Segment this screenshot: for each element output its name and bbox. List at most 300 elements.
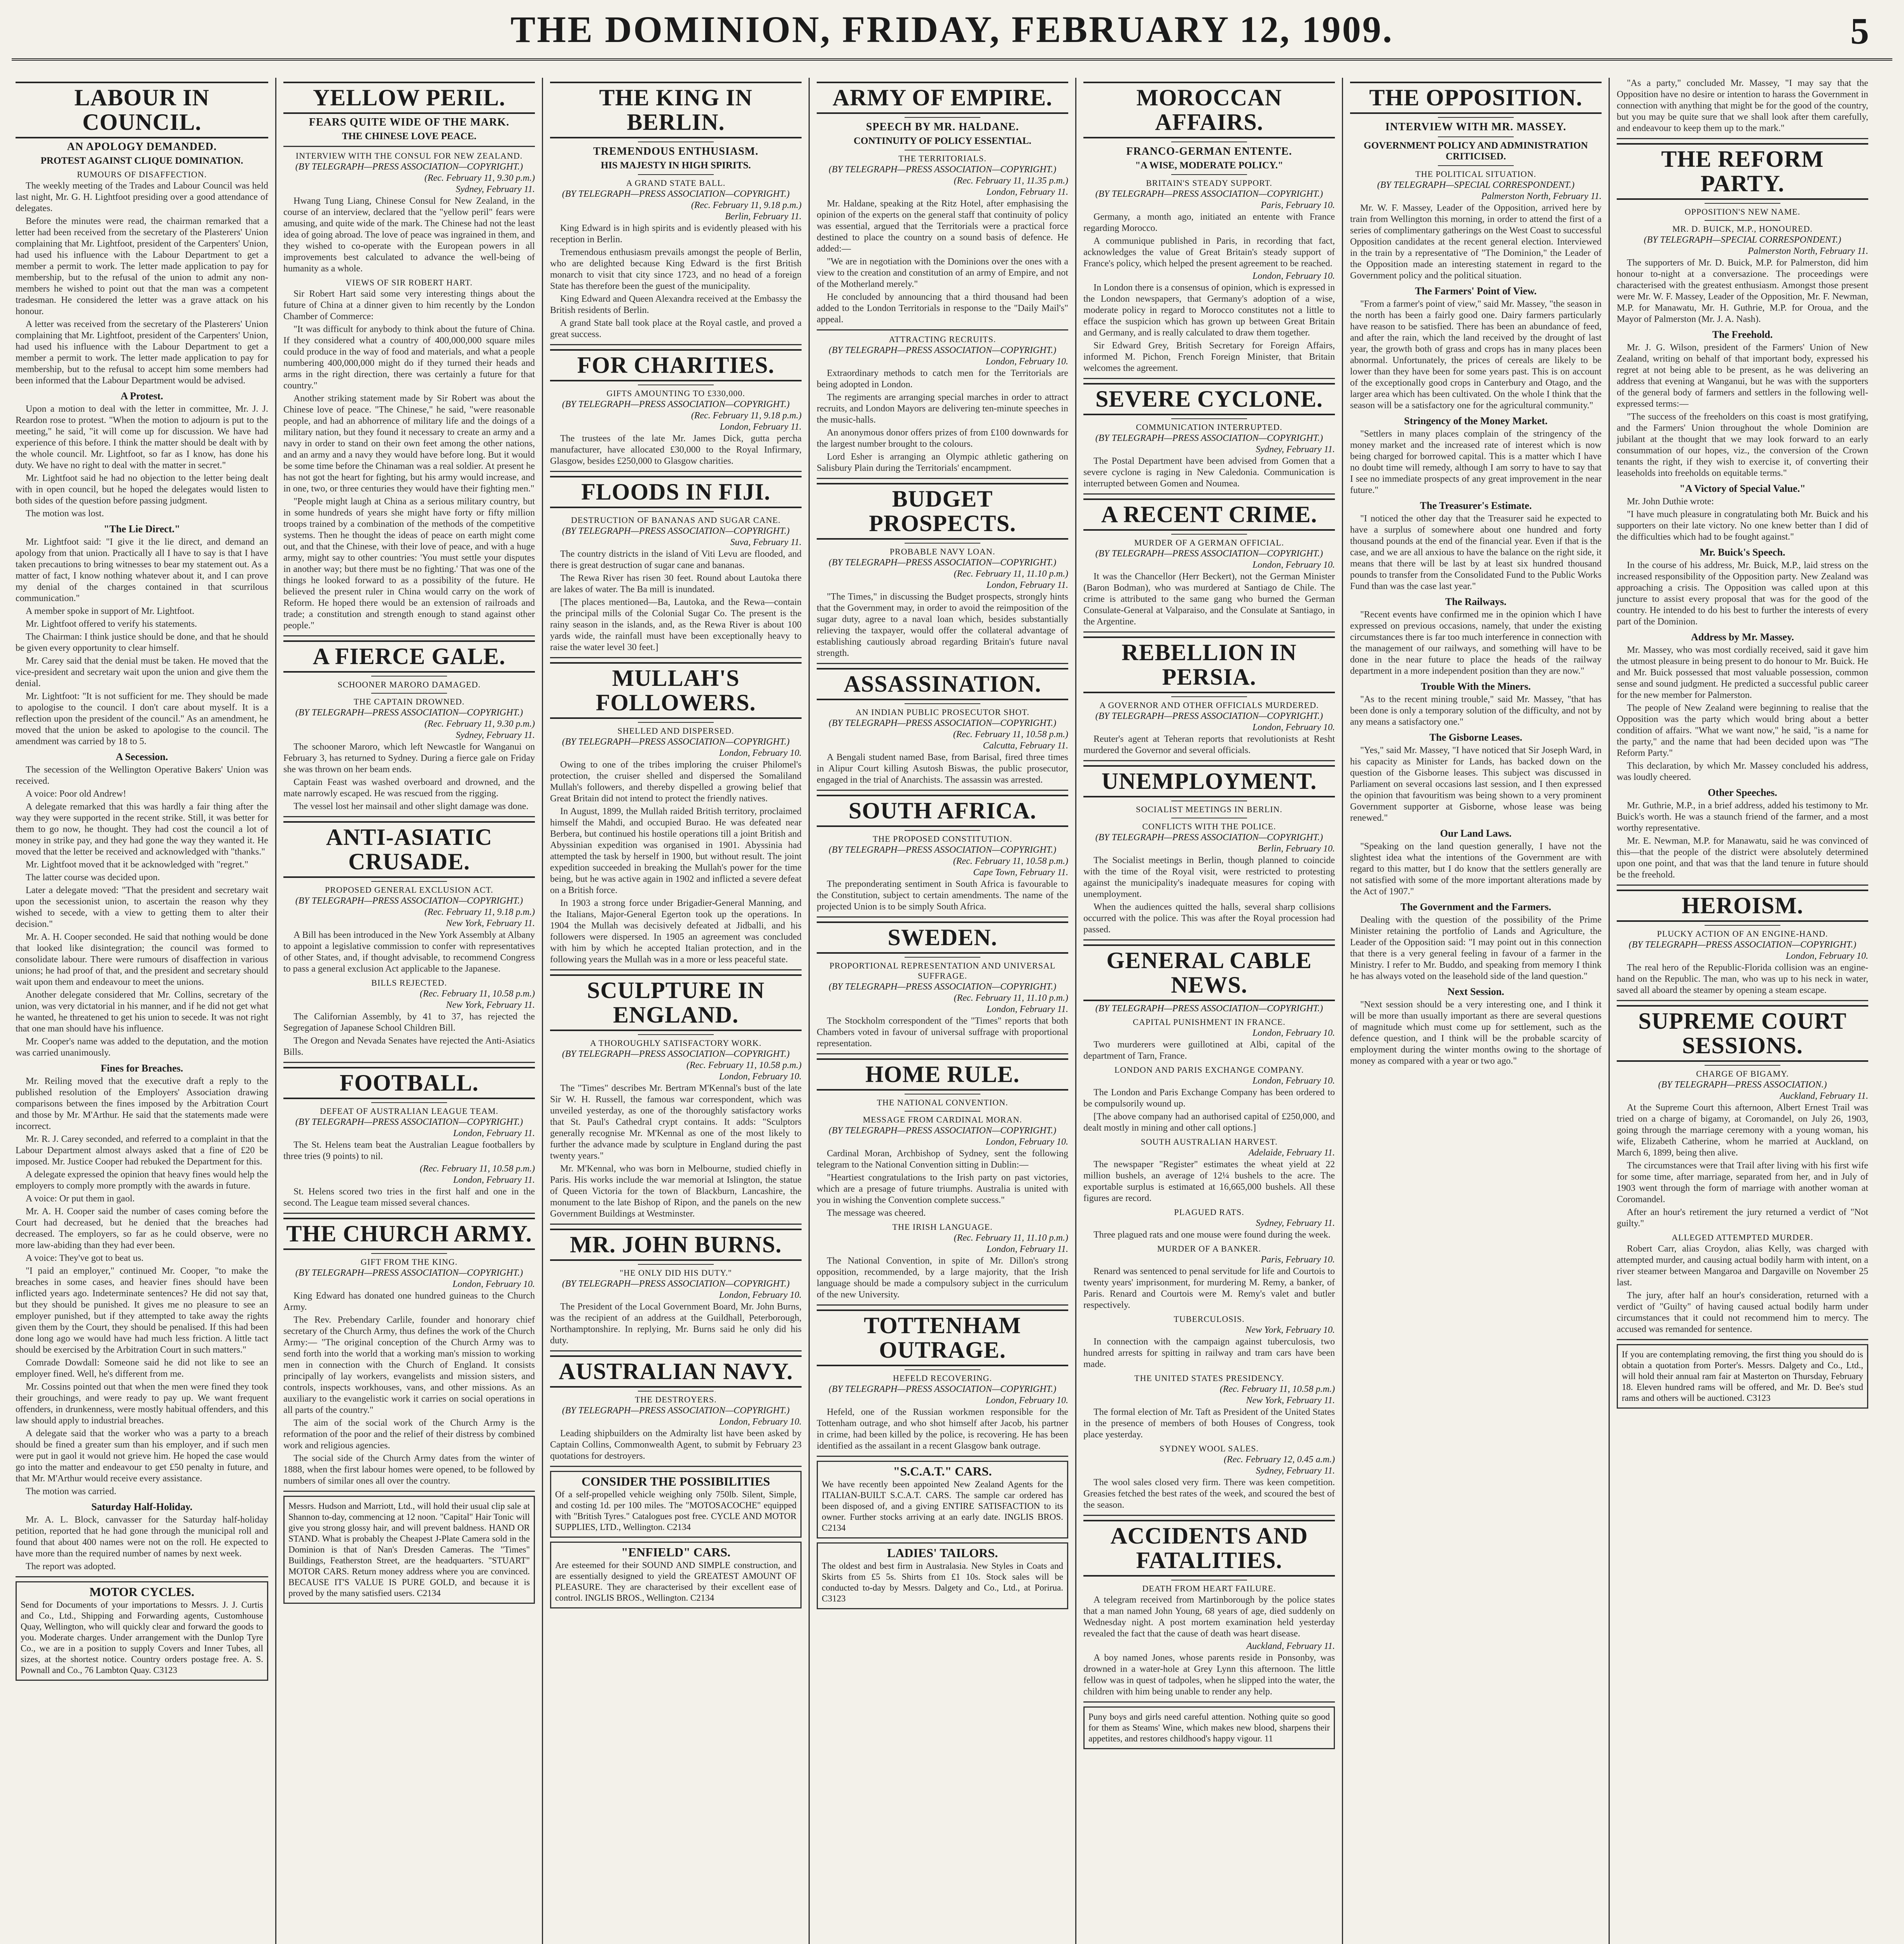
article-paragraph: Mr. Lightfoot said he had no objection to the letter being dealt with in open council, but he hoped the delegates would listen to both sides of the question before passing judgment.	[16, 473, 268, 506]
article-paragraph: A Bengali student named Base, from Barisal, fired three times in Alipur Court killing Asutosh Biswas, the public prosecutor, engaged in the trial of Anarchists. The assassin was arrested.	[817, 752, 1068, 785]
section-caption: CHARGE OF BIGAMY.	[1696, 1069, 1789, 1079]
article-paragraph: Mr. John Duthie wrote:	[1627, 496, 1714, 507]
column-1	[9, 78, 275, 1944]
dateline: (Rec. February 11, 10.58 p.m.)	[1219, 1384, 1335, 1394]
divider-rule	[1083, 1701, 1335, 1703]
article-paragraph: This declaration, by which Mr. Massey concluded his address, was loudly cheered.	[1617, 761, 1868, 782]
article-paragraph: The motion was lost.	[26, 509, 104, 519]
article-paragraph: "People might laugh at China as a serious military country, but in some hundreds of years she might have forty or fifty million troops trained by a combination of the methods of the competitive systems. Then he thought the ideas of peace on earth might come out, and that the Chinese, with their love of peace, and with a huge army, might say to other countries: 'You must settle your disputes in another way; but there must be no fighting.' That was one of the things he looked forward to as a possibility of the future. He believed the present ruler in China would carry on the work of Reform. He hoped there would be an extension of railroads and trade; a constitution and strength enough to stand against other people."	[283, 496, 535, 631]
section-subhead: The Farmers' Point of View.	[1415, 285, 1537, 297]
wire-credit: (BY TELEGRAPH—PRESS ASSOCIATION—COPYRIGHT.)	[562, 1406, 790, 1416]
divider-rule	[817, 1053, 1068, 1054]
section-caption: INTERVIEW WITH THE CONSUL FOR NEW ZEALAND.	[295, 151, 523, 161]
dateline: (Rec. February 11, 11.10 p.m.)	[954, 993, 1068, 1003]
article-paragraph: "I have much pleasure in congratulating both Mr. Buick and his supporters on their late victory. No one knew better than I did of the difficulties which had to be fought against."	[1617, 509, 1868, 542]
divider-rule	[1083, 493, 1335, 495]
divider-rule	[638, 1034, 713, 1035]
dateline: London, February 10.	[986, 357, 1068, 367]
article-headline: THE KING IN BERLIN.	[550, 82, 802, 138]
wire-credit: (BY TELEGRAPH—SPECIAL CORRESPONDENT.)	[1644, 235, 1841, 245]
article-paragraph: Mr. Cossins pointed out that when the men were fined they took their grouchings, and were ready to pay up. We want frequent offenders, in drunkenness, were mostly habitual offenders, and this law should apply to industrial breaches.	[16, 1382, 268, 1426]
section-caption: DEATH FROM HEART FAILURE.	[1142, 1584, 1276, 1593]
divider-rule	[905, 1369, 980, 1370]
dateline: London, February 11.	[986, 580, 1068, 590]
section-caption: PLUCKY ACTION OF AN ENGINE-HAND.	[1657, 929, 1828, 939]
section-caption: A GRAND STATE BALL.	[626, 178, 726, 188]
dateline: (Rec. February 11, 9.18 p.m.)	[691, 411, 802, 421]
article-paragraph: The Socialist meetings in Berlin, though planned to coincide with the time of the Royal visit, were restricted to protesting against the municipality's inadequate measures for coping with unemployment.	[1083, 855, 1335, 899]
dateline: Paris, February 10.	[1261, 1255, 1335, 1265]
advertisement-heading: "ENFIELD" CARS.	[621, 1545, 730, 1559]
divider-rule	[1705, 1065, 1780, 1066]
dateline: Calcutta, February 11.	[983, 741, 1068, 751]
article-paragraph: In connection with the campaign against tuberculosis, two hundred arrests for spitting in railway and tram cars have been made.	[1083, 1337, 1335, 1369]
article-paragraph: Mr. E. Newman, M.P. for Manawatu, said he was convinced of this—that the people of the district were absolutely determined upon one point, and that was that the land tenure in future should be the freehold.	[1617, 836, 1868, 880]
article-paragraph: Hwang Tung Liang, Chinese Consul for New Zealand, in the course of an interview, declared that the "yellow peril" fears were amusing, and quite wide of the mark. The Chinese had not the least idea of going abroad. The love of peace was ingrained in them, and they wished to co-operate with the European powers in all improvements best calculated to advance the well-being of humanity as a whole.	[283, 196, 535, 274]
section-caption: "HE ONLY DID HIS DUTY."	[620, 1268, 732, 1278]
article-paragraph: Mr. Massey, who was most cordially received, said it gave him the utmost pleasure in being present to do honour to Mr. Buick. He and Mr. Buick possessed that most valuable possession, common sense and sound judgment. He predicted a successful public career for the new member for Palmerston.	[1617, 645, 1868, 700]
article-paragraph: The newspaper "Register" estimates the wheat yield at 22 million bushels, an average of 12¼ bushels to the acre. The exportable surplus is estimated at 16,665,000 bushels. All these figures are record.	[1083, 1159, 1335, 1203]
divider-rule	[905, 957, 980, 958]
divider-rule	[550, 657, 802, 658]
divider-rule	[638, 1264, 713, 1265]
article-paragraph: The "Times" describes Mr. Bertram M'Kennal's bust of the late Sir W. H. Russell, the famous war correspondent, which was unveiled yesterday, as one of the thoroughly satisfactory works that St. Paul's Cathedral crypt contains. It adds: "Sculptors generally recognise Mr. M'Kennal as one of the most likely to further the advance made by sculpture in England during the past twenty years."	[550, 1083, 802, 1161]
article-paragraph: The St. Helens team beat the Australian League footballers by three tries (9 points) to nil.	[283, 1140, 535, 1161]
dateline: Cape Town, February 11.	[973, 867, 1068, 878]
wire-credit: (BY TELEGRAPH—PRESS ASSOCIATION—COPYRIGHT.)	[828, 845, 1057, 855]
wire-credit: (BY TELEGRAPH—PRESS ASSOCIATION—COPYRIGHT.)	[295, 1117, 523, 1127]
article-paragraph: Leading shipbuilders on the Admiralty list have been asked by Captain Collins, Commonwealth Agent, to submit by February 23 quotations for destroyers.	[550, 1428, 802, 1461]
section-caption: PROBABLE NAVY LOAN.	[889, 547, 996, 556]
article-paragraph: A Bill has been introduced in the New York Assembly at Albany to appoint a legislative commission to confer with representatives of other States, and, if thought advisable, to recommend Congress to pass a general exclusion Act applicable to the Japanese.	[283, 930, 535, 974]
section-caption: CONFLICTS WITH THE POLICE.	[1142, 822, 1276, 831]
divider-rule	[371, 1102, 447, 1103]
wire-credit: (BY TELEGRAPH—SPECIAL CORRESPONDENT.)	[1377, 180, 1575, 190]
wire-credit: (BY TELEGRAPH—PRESS ASSOCIATION—COPYRIGHT.)	[828, 345, 1057, 355]
dateline: Sydney, February 11.	[1256, 1466, 1335, 1476]
divider-rule	[550, 344, 802, 345]
article-paragraph: "Next session should be a very interesting one, and I think it will be more than usually important as there are several questions of magnitude which must come up for settlement, such as the defence question, and I think will be the probable scarcity of employment during the winter months owing to the shortage of money as compared with a year or two ago."	[1350, 1000, 1602, 1066]
dateline: London, February 11.	[453, 1175, 535, 1185]
divider-rule	[1083, 631, 1335, 633]
wire-credit: (BY TELEGRAPH—PRESS ASSOCIATION—COPYRIGHT.)	[1095, 189, 1323, 199]
article-paragraph: The London and Paris Exchange Company has been ordered to be compulsorily wound up.	[1083, 1087, 1335, 1109]
article-headline: AUSTRALIAN NAVY.	[550, 1355, 802, 1388]
section-subhead: Stringency of the Money Market.	[1404, 415, 1548, 427]
subheadline: FEARS QUITE WIDE OF THE MARK.	[309, 116, 510, 128]
subheadline-secondary: CONTINUITY OF POLICY ESSENTIAL.	[853, 136, 1032, 146]
article-headline: MR. JOHN BURNS.	[550, 1229, 802, 1261]
section-caption: MR. D. BUICK, M.P., HONOURED.	[1672, 224, 1813, 234]
article-paragraph: The aim of the social work of the Church Army is the reformation of the poor and the relief of their distress by combined work and religious agencies.	[283, 1418, 535, 1451]
advertisement	[550, 1471, 802, 1538]
article-paragraph: A delegate said that the worker who was a party to a breach should be fined a greater sum than his employer, and if such men were put in gaol it would not grieve him. He hoped the case would go into the matter and endeavour to get £50 penalty in future, and that Mr. M'Arthur would receive every assistance.	[16, 1428, 268, 1484]
article-paragraph: After an hour's retirement the jury returned a verdict of "Not guilty."	[1617, 1207, 1868, 1229]
article-paragraph: A delegate remarked that this was hardly a fair thing after the way they were supported in the recent strike. Still, it was better for them to go now, he thought. They had cost the council a lot of money in strike pay, and they had gone the way they wanted it. He moved that the letter be received and acknowledged with "thanks."	[16, 802, 268, 857]
article-paragraph: The Rewa River has risen 30 feet. Round about Lautoka there are lakes of water. The Ba mill is inundated.	[550, 573, 802, 594]
divider-rule	[1171, 696, 1247, 697]
divider-rule	[283, 1491, 535, 1492]
article-paragraph: "Yes," said Mr. Massey, "I have noticed that Sir Joseph Ward, in his capacity as Minister for Lands, has backed down on the question of the Gisborne leases. This subject was discussed in Parliament on several occasions last session, and I then expressed the opinion that favouritism was being shown to a very prominent Government supporter at Gisborne, whose lease was being renewed."	[1350, 745, 1602, 823]
article-paragraph: Mr. Cooper's name was added to the deputation, and the motion was carried unanimously.	[16, 1037, 268, 1058]
article-paragraph: The schooner Maroro, which left Newcastle for Wanganui on February 3, has returned to Sydney. During a fierce gale on Friday she was thrown on her beam ends.	[283, 742, 535, 774]
article-paragraph: "Settlers in many places complain of the stringency of the money market and the increased rate of interest which is now being charged for borrowed capital. This is a matter which I have no doubt time will remedy, although I am sorry to have to say that I see no immediate prospects of any great improvement in the near future."	[1350, 429, 1602, 495]
section-subhead: The Gisborne Leases.	[1429, 732, 1523, 743]
divider-rule	[1171, 534, 1247, 535]
article-paragraph: The Californian Assembly, by 41 to 37, has rejected the Segregation of Japanese School Children Bill.	[283, 1012, 535, 1033]
article-paragraph: Mr. A. H. Cooper said the number of cases coming before the Court had decreased, but he denied that the breaches had decreased. The employers, so far as he could observe, were no more law-abiding than they had ever been.	[16, 1206, 268, 1250]
article-headline: HEROISM.	[1617, 890, 1868, 922]
divider-rule	[371, 881, 447, 882]
advertisement-text: Messrs. Hudson and Marriott, Ltd., will hold their usual clip sale at Shannon to-day, commencing at 12 noon. "Capital" Hair Tonic will give you strong glossy hair, and will prevent baldness. HAND OR STAND. What is probably the Cheapest J-Plate Camera sold in the Dominion is that of Nan's Dresden Cameras. The "Times" Buildings, Featherston Street, are the headquarters. "STUART" MOTOR CARS. Return money address where you are convinced. BECAUSE IT'S VALUE IS PURE GOLD, and because it is proved by the many satisfied users. C2134	[288, 1501, 530, 1598]
subheadline: SPEECH BY MR. HALDANE.	[866, 121, 1019, 133]
article-paragraph: "I noticed the other day that the Treasurer said he expected to have a surplus of somewhere about one hundred and forty thousand pounds at the end of the financial year. Even if that is the case, and we are all anxious to have the balance on the right side, it means that there will be last by at least six hundred thousand pounds to transfer from the Consolidated Fund to the Public Works Fund than was the case last year."	[1350, 514, 1602, 591]
article-headline: SOUTH AFRICA.	[817, 795, 1068, 827]
article-paragraph: The real hero of the Republic-Florida collision was an engine-hand on the Republic. The man, who was up to his neck in water, saved all aboard the steamer by opening a steam escape.	[1617, 963, 1868, 995]
section-subhead: Saturday Half-Holiday.	[91, 1501, 193, 1512]
section-caption: VIEWS OF SIR ROBERT HART.	[346, 278, 473, 287]
divider-rule	[1171, 418, 1247, 419]
article-paragraph: Two murderers were guillotined at Albi, capital of the department of Tarn, France.	[1083, 1040, 1335, 1061]
column-4	[809, 78, 1075, 1944]
newspaper-columns	[9, 78, 1895, 1944]
dateline: Sydney, February 11.	[456, 184, 535, 194]
dateline: Sydney, February 11.	[1256, 444, 1335, 455]
article-paragraph: Dealing with the question of the possibility of the Prime Minister retaining the portfolio of Lands and Agriculture, the Leader of the Opposition said: "I may point out in this connection that there is a very general feeling in favour of a farmer in the Ministry. I refer to Mr. Buddo, and speaking from memory I think he has always voted on the leasehold side of the land question."	[1350, 915, 1602, 981]
page-number: 5	[1850, 10, 1869, 52]
article-paragraph: The message was cheered.	[827, 1208, 926, 1218]
dateline: Paris, February 10.	[1261, 200, 1335, 210]
article-paragraph: The supporters of Mr. D. Buick, M.P. for Palmerston, did him honour to-night at a conversazione. The proceedings were characterised with the greatest enthusiasm. Amongst those present were Mr. W. F. Massey, Leader of the Opposition, Mr. F. Newman, M.P. for Manawatu, Mr. H. Guthrie, M.P. for Oroua, and the Mayor of Palmerston (Mr. J. A. Nash).	[1617, 258, 1868, 324]
wire-credit: (BY TELEGRAPH—PRESS ASSOCIATION—COPYRIGHT.)	[562, 399, 790, 409]
article-paragraph: King Edward is in high spirits and is evidently pleased with his reception in Berlin.	[550, 223, 802, 245]
article-paragraph: Upon a motion to deal with the letter in committee, Mr. J. J. Reardon rose to protest. "When the motion to adjourn is put to the meeting," he said, "it will come up for discussion. We have had experience of this before. I think the matter should be dealt with by the whole council. Mr. Lightfoot, so far as I know, has done his duty. We have no right to deal with the matter in secret."	[16, 404, 268, 470]
divider-rule	[817, 1304, 1068, 1306]
article-paragraph: The weekly meeting of the Trades and Labour Council was held last night, Mr. G. H. Lightfoot presiding over a good attendance of delegates.	[16, 181, 268, 213]
section-caption: THE IRISH LANGUAGE.	[892, 1222, 993, 1232]
article-paragraph: The formal election of Mr. Taft as President of the United States in the presence of members of both Houses of Congress, took place yesterday.	[1083, 1407, 1335, 1440]
divider-rule	[371, 676, 447, 677]
article-paragraph: Mr. R. J. Carey seconded, and referred to a complaint in that the Labour Department almost always asked that a fine of £20 be imposed. Mr. Justice Cooper had rebuked the Department for this.	[16, 1134, 268, 1167]
article-paragraph: Mr. W. F. Massey, Leader of the Opposition, arrived here by train from Wellington this morning, in order to attend the first of a series of complimentary gatherings on the West Coast to successful Opposition candidates at the recent general election. Interviewed in the train by a representative of "The Dominion," the Leader of the Opposition made an interesting statement in regard to the Government policy and the political situation.	[1350, 203, 1602, 281]
advertisement-text: Of a self-propelled vehicle weighing only 750lb. Silent, Simple, and costing 1d. per 100 miles. The "MOTOSACOCHE" equipped with "British Tyres." Catalogues post free. CYCLE AND MOTOR SUPPLIES, LTD., Wellington. C2134	[555, 1489, 797, 1532]
advertisement-text: Send for Documents of your importations to Messrs. J. J. Curtis and Co., Ltd., Shipping and Forwarding agents, Customhouse Quay, Wellington, who will quickly clear and forward the goods to you. Moderate charges. Under arrangement with the Dunlop Tyre Co., we are in a position to supply Covers and Inner Tubes, all sizes, at the shortest notice. Country orders postage free. A. S. Pownall and Co., 76 Lambton Quay. C3123	[21, 1600, 263, 1675]
article-paragraph: "Speaking on the land question generally, I have not the slightest idea what the intentions of the Government are with regard to this matter, but I do know that the settlers generally are not satisfied with some of the more important alterations made by the Act of 1907."	[1350, 841, 1602, 897]
section-caption: THE TERRITORIALS.	[898, 154, 987, 163]
article-paragraph: Captain Feast was washed overboard and drowned, and the mate narrowly escaped. He was rescued from the rigging.	[283, 777, 535, 799]
article-paragraph: Mr. Lightfoot said: "I give it the lie direct, and demand an apology from that union. Practically all I have to say is that I have taken precautions to bring witnesses to bear my statement out. As a matter of fact, I know nothing whatever about it, and I can prove my denial of the charges contained in that scurrilous communication."	[16, 537, 268, 603]
article-paragraph: Mr. A. H. Cooper seconded. He said that nothing would be done that looked like disintegration; the council was formed to consolidate labour. There were rumours of disaffection in various unions; he had proof of that, and the president and secretary should wait upon them and endeavour to meet the unions.	[16, 932, 268, 987]
section-caption: DESTRUCTION OF BANANAS AND SUGAR CANE.	[571, 515, 781, 525]
wire-credit: (BY TELEGRAPH—PRESS ASSOCIATION—COPYRIGHT.)	[562, 526, 790, 536]
article-headline: BUDGET PROSPECTS.	[817, 483, 1068, 540]
article-paragraph: Cardinal Moran, Archbishop of Sydney, sent the following telegram to the National Convention sitting in Dublin:—	[817, 1149, 1068, 1170]
section-caption: AN INDIAN PUBLIC PROSECUTOR SHOT.	[855, 707, 1030, 717]
wire-credit: (BY TELEGRAPH—PRESS ASSOCIATION—COPYRIGHT.)	[295, 162, 523, 172]
section-caption: BILLS REJECTED.	[371, 978, 447, 988]
advertisement-text: The oldest and best firm in Australasia. New Styles in Coats and Skirts from £5 5s. Shirts from £1 10s. Stock sales will be conducted to-day by Messrs. Dalgety and Co., Ltd., at Porirua. C3123	[822, 1561, 1063, 1603]
divider-rule	[1438, 117, 1513, 118]
divider-rule	[283, 816, 535, 817]
article-paragraph: In the course of his address, Mr. Buick, M.P., laid stress on the increased responsibility of the Opposition party. New Zealand was approaching a crisis. The Opposition was called upon at this juncture to assist every proposal that was for the good of the country. He intended to do his best to further the interests of every part of the Dominion.	[1617, 560, 1868, 627]
dateline: (Rec. February 11, 10.58 p.m.)	[686, 1060, 802, 1070]
advertisement-text: If you are contemplating removing, the first thing you should do is obtain a quotation from Porter's. Messrs. Dalgety and Co., Ltd., will hold their annual ram fair at Masterton on Thursday, February 18. Eleven hundred rams will be offered, and Mr. D. Bee's stud rams and others will be auctioned. C3123	[1622, 1350, 1863, 1403]
masthead	[0, 0, 1904, 74]
section-subhead: A Protest.	[121, 390, 163, 402]
divider-rule	[550, 1224, 802, 1225]
section-caption: SCHOONER MARORO DAMAGED.	[337, 680, 481, 689]
dateline: London, February 11.	[986, 1244, 1068, 1254]
section-caption: PLAGUED RATS.	[1174, 1207, 1244, 1217]
dateline: New York, February 11.	[446, 1000, 535, 1010]
article-paragraph: A member spoke in support of Mr. Lightfoot.	[26, 606, 194, 616]
divider-rule	[817, 1456, 1068, 1457]
article-paragraph: He concluded by announcing that a third thousand had been added to the London Territorials in response to the "Daily Mail's" appeal.	[817, 292, 1068, 325]
dateline: (Rec. February 11, 11.10 p.m.)	[954, 1233, 1068, 1243]
article-paragraph: It was the Chancellor (Herr Beckert), not the German Minister (Baron Bodman), who was murdered at Santiago de Chile. The crime is attributed to the same gang who burned the German Consulate-General at Valparaiso, and the Consulate at Santiago, in the Argentine.	[1083, 572, 1335, 627]
article-paragraph: The Oregon and Nevada Senates have rejected the Anti-Asiatics Bills.	[283, 1036, 535, 1057]
article-headline: ANTI-ASIATIC CRUSADE.	[283, 821, 535, 878]
wire-credit: (BY TELEGRAPH—PRESS ASSOCIATION—COPYRIGHT.)	[828, 718, 1057, 728]
article-paragraph: In London there is a consensus of opinion, which is expressed in the London newspapers, that Germany's adoption of a wise, moderate policy in regard to Morocco constitutes not a little to efface the suspicion which has grown up between Great Britain and Germany, and is really calculated to draw them together.	[1083, 283, 1335, 338]
article-paragraph: When the audiences quitted the halls, several sharp collisions occurred with the police. This was after the Royal procession had passed.	[1083, 902, 1335, 935]
article-headline: MOROCCAN AFFAIRS.	[1083, 82, 1335, 138]
advertisement	[283, 1496, 535, 1604]
article-paragraph: "I paid an employer," continued Mr. Cooper, "to make the breaches in some cases, and heavier fines should have been inflicted years ago. Indeterminate sentences? He did not say that, but they should be punished. It gives me no pleasure to see an employer punished, but if they attempted to take away the rights given them by the Court, they should be penalised. If this had been done long ago we would have had much less friction. A little tact should be exercised by the Arbitration Court in such matters."	[16, 1266, 268, 1355]
divider-rule	[1083, 378, 1335, 379]
wire-credit: (BY TELEGRAPH—PRESS ASSOCIATION—COPYRIGHT.)	[1095, 433, 1323, 443]
article-paragraph: Mr. Lightfoot: "It is not sufficient for me. They should be made to apologise to the council. I don't care about myself. It is a reflection upon the president of the council." As an amendment, he moved that the union be asked to apologise to the council. The amendment was carried by 18 to 5.	[16, 691, 268, 746]
subheadline: TREMENDOUS ENTHUSIASM.	[593, 145, 758, 157]
section-subhead: Trouble With the Miners.	[1421, 681, 1531, 692]
section-subhead: A Secession.	[115, 751, 168, 762]
section-caption: A GOVERNOR AND OTHER OFFICIALS MURDERED.	[1099, 700, 1319, 710]
article-paragraph: A voice: Or put them in gaol.	[26, 1194, 135, 1204]
article-paragraph: The social side of the Church Army dates from the winter of 1888, when the first labour homes were opened, to be followed by numbers of similar ones all over the country.	[283, 1453, 535, 1486]
wire-credit: (BY TELEGRAPH—PRESS ASSOCIATION—COPYRIGHT.)	[1095, 832, 1323, 843]
divider-rule	[817, 916, 1068, 918]
divider-rule	[283, 1062, 535, 1063]
section-caption: RUMOURS OF DISAFFECTION.	[77, 170, 207, 179]
advertisement	[1083, 1706, 1335, 1749]
section-caption: LONDON AND PARIS EXCHANGE COMPANY.	[1114, 1065, 1304, 1075]
section-caption: HEFELD RECOVERING.	[893, 1373, 992, 1383]
divider-rule	[638, 722, 713, 723]
divider-rule	[1617, 885, 1868, 886]
article-paragraph: In August, 1899, the Mullah raided British territory, proclaimed himself the Mahdi, and occupied Burao. He was defeated near Berbera, but continued his hostile operations till a joint British and Abyssinian expedition was organised in 1901. Abyssinia had attempted the task by herself in 1900, but without result. The joint expedition succeeded in breaking the Mullah's power for the time being, but he was active again in 1902 and inflicted a severe defeat on a British force.	[550, 806, 802, 895]
article-paragraph: A communique published in Paris, in recording that fact, acknowledges the value of Great Britain's steady support of France's policy, which helped the present agreement to be reached.	[1083, 236, 1335, 269]
advertisement-heading: LADIES' TAILORS.	[887, 1546, 998, 1560]
article-headline: FOR CHARITIES.	[550, 349, 802, 381]
divider-rule	[1083, 1515, 1335, 1516]
dateline: (Rec. February 11, 9.30 p.m.)	[424, 719, 535, 729]
section-caption: THE UNITED STATES PRESIDENCY.	[1134, 1373, 1284, 1383]
section-subhead: Our Land Laws.	[1440, 828, 1512, 839]
dateline: London, February 10.	[986, 1395, 1068, 1406]
article-paragraph: Tremendous enthusiasm prevails amongst the people of Berlin, who are delighted because King Edward is the first British monarch to visit that city since 1723, and no head of a foreign State has therefore been the guest of the municipality.	[550, 247, 802, 291]
article-paragraph: The vessel lost her mainsail and other slight damage was done.	[293, 801, 529, 811]
advertisement	[817, 1461, 1068, 1538]
article-paragraph: The Stockholm correspondent of the "Times" reports that both Chambers voted in favour of universal suffrage with proportional representation.	[817, 1016, 1068, 1049]
dateline: (Rec. February 11, 9.18 p.m.)	[424, 907, 535, 917]
subheadline: INTERVIEW WITH MR. MASSEY.	[1385, 121, 1567, 133]
section-subhead: Fines for Breaches.	[100, 1063, 183, 1074]
section-subhead: The Government and the Farmers.	[1400, 901, 1551, 913]
article-paragraph: Comrade Dowdall: Someone said he did not like to see an employer fined. Well, he's different from me.	[16, 1358, 268, 1379]
section-caption: SOUTH AUSTRALIAN HARVEST.	[1141, 1137, 1278, 1147]
article-paragraph: Extraordinary methods to catch men for the Territorials are being adopted in London.	[817, 368, 1068, 390]
article-paragraph: A letter was received from the secretary of the Plasterers' Union complaining that Mr. Lightfoot, president of the Carpenters' Union, had used his influence with the Labour Department to get a member a permit to work. The letter made application to pay for membership, but to the refusal to accept him some members had been informed that the Labour Department would be advised.	[16, 319, 268, 386]
dateline: (Rec. February 11, 10.58 p.m.)	[419, 1164, 535, 1174]
dateline: London, February 10.	[1252, 1028, 1335, 1038]
section-caption: PROPORTIONAL REPRESENTATION AND UNIVERSAL SUFFRAGE.	[829, 961, 1056, 981]
section-subhead: Next Session.	[1447, 986, 1504, 997]
article-headline: SWEDEN.	[817, 921, 1068, 954]
article-paragraph: The preponderating sentiment in South Africa is favourable to the Constitution, subject to certain amendments. The name of the projected Union is to be simply South Africa.	[817, 879, 1068, 912]
dateline: Sydney, February 11.	[1256, 1218, 1335, 1228]
divider-rule	[905, 703, 980, 704]
subheadline-secondary: GOVERNMENT POLICY AND ADMINISTRATION CRITICISED.	[1364, 140, 1588, 162]
wire-credit: (BY TELEGRAPH—PRESS ASSOCIATION—COPYRIGHT.)	[562, 189, 790, 199]
dateline: Berlin, February 11.	[725, 212, 802, 222]
article-paragraph: Reuter's agent at Teheran reports that revolutionists at Resht murdered the Governor and several officials.	[1083, 734, 1335, 755]
dateline: (Rec. February 11, 10.58 p.m.)	[953, 856, 1068, 866]
dateline: London, February 10.	[452, 1279, 535, 1289]
subheadline-secondary: "A WISE, MODERATE POLICY."	[1135, 160, 1283, 171]
article-paragraph: A grand State ball took place at the Royal castle, and proved a great success.	[550, 318, 802, 339]
article-headline: YELLOW PERIL.	[283, 82, 535, 114]
advertisement-heading: CONSIDER THE POSSIBILITIES	[582, 1474, 770, 1488]
divider-rule	[371, 1253, 447, 1254]
article-paragraph: "From a farmer's point of view," said Mr. Massey, "the season in the north has been a fairly good one. Dairy farmers particularly have reason to be satisfied. There has been an abundance of feed, and after the rain, which the land received by the drought of last year, the growth both of grass and crops has in many places been abnormal. Unfortunately, the prices of cereals are likely to be lower than they have been for some years past. This is on account of the exceptionally good crops in Canterbury and Otago, and the larger area which has been cultivated. On the whole I think that the season will be a satisfactory one for the agricultural community."	[1350, 299, 1602, 411]
dateline: (Rec. February 11, 10.58 p.m.)	[953, 729, 1068, 739]
dateline: London, February 10.	[1252, 1076, 1335, 1086]
section-caption: THE POLITICAL SITUATION.	[1415, 169, 1536, 179]
article-paragraph: "Heartiest congratulations to the Irish party on past victories, which are a presage of future triumphs. Australia is united with you in wishing the Convention complete success."	[817, 1173, 1068, 1205]
article-paragraph: At the Supreme Court this afternoon, Albert Ernest Trail was tried on a charge of bigamy, at Coromandel, on July 26, 1903, going through the marriage ceremony with a young woman, his wife, Elizabeth Catherine, whom he married at Auckland, on March 6, 1899, being then alive.	[1617, 1103, 1868, 1158]
subheadline: FRANCO-GERMAN ENTENTE.	[1126, 145, 1292, 157]
article-paragraph: The report was adopted.	[26, 1561, 116, 1572]
article-paragraph: The circumstances were that Trail after living with his first wife for some time, after marriage, separated from her, and in July of 1903 went through the form of marriage with another woman at Coromandel.	[1617, 1161, 1868, 1205]
divider-rule	[283, 1213, 535, 1214]
divider-rule	[638, 1391, 713, 1392]
wire-credit: (BY TELEGRAPH—PRESS ASSOCIATION—COPYRIGHT.)	[295, 708, 523, 718]
divider-rule	[371, 693, 447, 694]
article-paragraph: In 1903 a strong force under Brigadier-General Manning, and the Italians, Major-General Egerton took up the operations. In 1904 the Mullah was decisively defeated at Jidballi, and his followers were dispersed. In 1905 an agreement was concluded with him by which he accepted Italian protection, and in the following years the Mullah was in a more or less peaceful state.	[550, 898, 802, 965]
divider-rule	[905, 117, 980, 118]
section-subhead: The Treasurer's Estimate.	[1420, 500, 1532, 511]
dateline: Berlin, February 10.	[1258, 844, 1335, 854]
article-paragraph: The wool sales closed very firm. There was keen competition. Greasies fetched the best rates of the week, and scoured the best of the season.	[1083, 1477, 1335, 1510]
divider-rule	[283, 635, 535, 636]
wire-credit: (BY TELEGRAPH—PRESS ASSOCIATION—COPYRIGHT.)	[562, 1279, 790, 1289]
wire-credit: (BY TELEGRAPH—PRESS ASSOCIATION—COPYRIGHT.)	[1628, 940, 1857, 950]
divider-rule	[1705, 203, 1780, 204]
dateline: Palmerston North, February 11.	[1481, 191, 1602, 201]
dateline: Auckland, February 11.	[1780, 1091, 1868, 1101]
article-paragraph: St. Helens scored two tries in the first half and one in the second. The League team missed several chances.	[283, 1187, 535, 1208]
dateline: London, February 10.	[986, 1137, 1068, 1147]
article-paragraph: "As to the recent mining trouble," said Mr. Massey, "that has been done is only a temporary solution of the difficulty, and not by any means a satisfactory one."	[1350, 694, 1602, 727]
section-caption: PROPOSED GENERAL EXCLUSION ACT.	[325, 885, 494, 895]
advertisement-heading: MOTOR CYCLES.	[89, 1585, 194, 1599]
column-3	[542, 78, 809, 1944]
article-paragraph: Mr. Haldane, speaking at the Ritz Hotel, after emphasising the opinion of the experts on the general staff that continuity of policy was essential, argued that the Territorials were a practical force destined to place the country on a sound basis of defence. He added:—	[817, 199, 1068, 254]
dateline: London, February 10.	[1786, 951, 1868, 961]
article-paragraph: Robert Carr, alias Croydon, alias Kelly, was charged with attempted murder, and causing actual bodily harm with intent, on a river steamer between Mangaroa and Dargaville on November 25 last.	[1617, 1244, 1868, 1288]
article-paragraph: Renard was sentenced to penal servitude for life and Courtois to twenty years' imprisonment, for murdering M. Remy, a banker, of Paris. Renard and Courtois were M. Remy's valet and butler respectively.	[1083, 1266, 1335, 1310]
article-headline: THE CHURCH ARMY.	[283, 1218, 535, 1250]
divider-rule	[1438, 165, 1513, 166]
article-headline: ASSASSINATION.	[817, 668, 1068, 700]
section-caption: MURDER OF A GERMAN OFFICIAL.	[1134, 538, 1284, 547]
dateline: Suva, February 11.	[730, 537, 802, 547]
dateline: London, February 10.	[719, 1290, 802, 1300]
dateline: London, February 10.	[1252, 271, 1335, 281]
section-caption: THE NATIONAL CONVENTION.	[877, 1098, 1008, 1107]
article-paragraph: The secession of the Wellington Operative Bakers' Union was received.	[16, 765, 268, 786]
divider-rule	[550, 1350, 802, 1351]
subheadline-secondary: THE CHINESE LOVE PEACE.	[342, 131, 477, 142]
masthead-rule	[12, 58, 1892, 61]
wire-credit: (BY TELEGRAPH—PRESS ASSOCIATION—COPYRIGHT.)	[828, 1126, 1057, 1136]
article-paragraph: Owing to one of the tribes imploring the cruiser Philomel's protection, the cruiser shelled and dispersed the Somaliland Mullah's followers, and thereby dispelled a growing belief that Great Britain did not intend to protect the friendly natives.	[550, 760, 802, 804]
dateline: London, February 10.	[719, 748, 802, 758]
article-paragraph: "As a party," concluded Mr. Massey, "I may say that the Opposition have no desire or intention to harass the Government in connection with anything that might be for the good of the country, but you may be quite sure that we shall look after them carefully, and endeavour to keep them up to the mark."	[1617, 78, 1868, 133]
section-caption: TUBERCULOSIS.	[1174, 1314, 1245, 1324]
article-paragraph: A voice: Poor old Andrew!	[26, 789, 126, 799]
wire-credit: (BY TELEGRAPH—PRESS ASSOCIATION—COPYRIGHT.)	[828, 558, 1057, 568]
wire-credit: (BY TELEGRAPH—PRESS ASSOCIATION.)	[1658, 1080, 1827, 1090]
dateline: London, February 10.	[719, 1417, 802, 1427]
article-headline: TOTTENHAM OUTRAGE.	[817, 1309, 1068, 1366]
article-headline: ACCIDENTS AND FATALITIES.	[1083, 1520, 1335, 1577]
divider-rule	[550, 471, 802, 472]
section-caption: ALLEGED ATTEMPTED MURDER.	[1672, 1232, 1813, 1242]
article-headline: THE OPPOSITION.	[1350, 82, 1602, 114]
section-caption: DEFEAT OF AUSTRALIAN LEAGUE TEAM.	[320, 1106, 499, 1116]
article-paragraph: Mr. Lightfoot offered to verify his statements.	[26, 619, 197, 629]
article-paragraph: The country districts in the island of Viti Levu are flooded, and there is great destruction of sugar cane and bananas.	[550, 549, 802, 570]
article-paragraph: Germany, a month ago, initiated an entente with France regarding Morocco.	[1083, 212, 1335, 233]
divider-rule	[638, 174, 713, 175]
dateline: Sydney, February 11.	[456, 730, 535, 740]
dateline: New York, February 10.	[1245, 1325, 1335, 1335]
article-paragraph: Mr. A. L. Block, canvasser for the Saturday half-holiday petition, reported that he had gone through the municipal roll and found that about 400 names were not on the roll. He expected to have more than the required number of names by next week.	[16, 1515, 268, 1559]
divider-rule	[1617, 1000, 1868, 1001]
divider-rule	[905, 543, 980, 544]
subheadline-secondary: HIS MAJESTY IN HIGH SPIRITS.	[601, 160, 751, 171]
article-paragraph: The National Convention, in spite of Mr. Dillon's strong opposition, recommended, by a large majority, that the Irish language should be made a compulsory subject in the curriculum of the new University.	[817, 1256, 1068, 1300]
dateline: Auckland, February 11.	[1246, 1641, 1335, 1651]
section-caption: SYDNEY WOOL SALES.	[1160, 1444, 1259, 1453]
article-headline: FOOTBALL.	[283, 1067, 535, 1099]
article-paragraph: Three plagued rats and one mouse were found during the week.	[1093, 1230, 1331, 1240]
section-caption: ATTRACTING RECRUITS.	[889, 334, 996, 344]
divider-rule	[550, 969, 802, 970]
advertisement-text: Are esteemed for their SOUND AND SIMPLE construction, and are essentially designed to yield the GREATEST AMOUNT OF PLEASURE. They are characterised by their excellent ease of control. INGLIS BROS., Wellington. C2134	[555, 1560, 797, 1603]
column-2	[275, 78, 542, 1944]
article-paragraph: "Recent events have confirmed me in the opinion which I have expressed on previous occasions, namely, that under the existing circumstances there is far too much interference in connection with the management of our railways, and something will have to be done in the near future to place the heads of the railway department in a more independent position than they are now."	[1350, 610, 1602, 676]
article-paragraph: Mr. J. G. Wilson, president of the Farmers' Union of New Zealand, writing on behalf of that important body, expressed his regret at not being able to be present, as he was delivering an address that evening at Wanganui, but he was with the supporters of the general body of farmers and settlers in the following well-expressed terms:—	[1617, 343, 1868, 409]
section-caption: THE DESTROYERS.	[635, 1395, 717, 1404]
column-5	[1075, 78, 1342, 1944]
article-paragraph: King Edward has donated one hundred guineas to the Church Army.	[283, 1291, 535, 1312]
article-headline: SUPREME COURT SESSIONS.	[1617, 1005, 1868, 1062]
section-subhead: "The Lie Direct."	[103, 523, 180, 535]
advertisement	[16, 1581, 268, 1681]
article-paragraph: "It was difficult for anybody to think about the future of China. If they considered what a country of 400,000,000 square miles could produce in the way of food and materials, and what a people numbering 400,000,000 might do if they turned their heads and arms in the right direction, there was certainly a future for that country."	[283, 324, 535, 391]
